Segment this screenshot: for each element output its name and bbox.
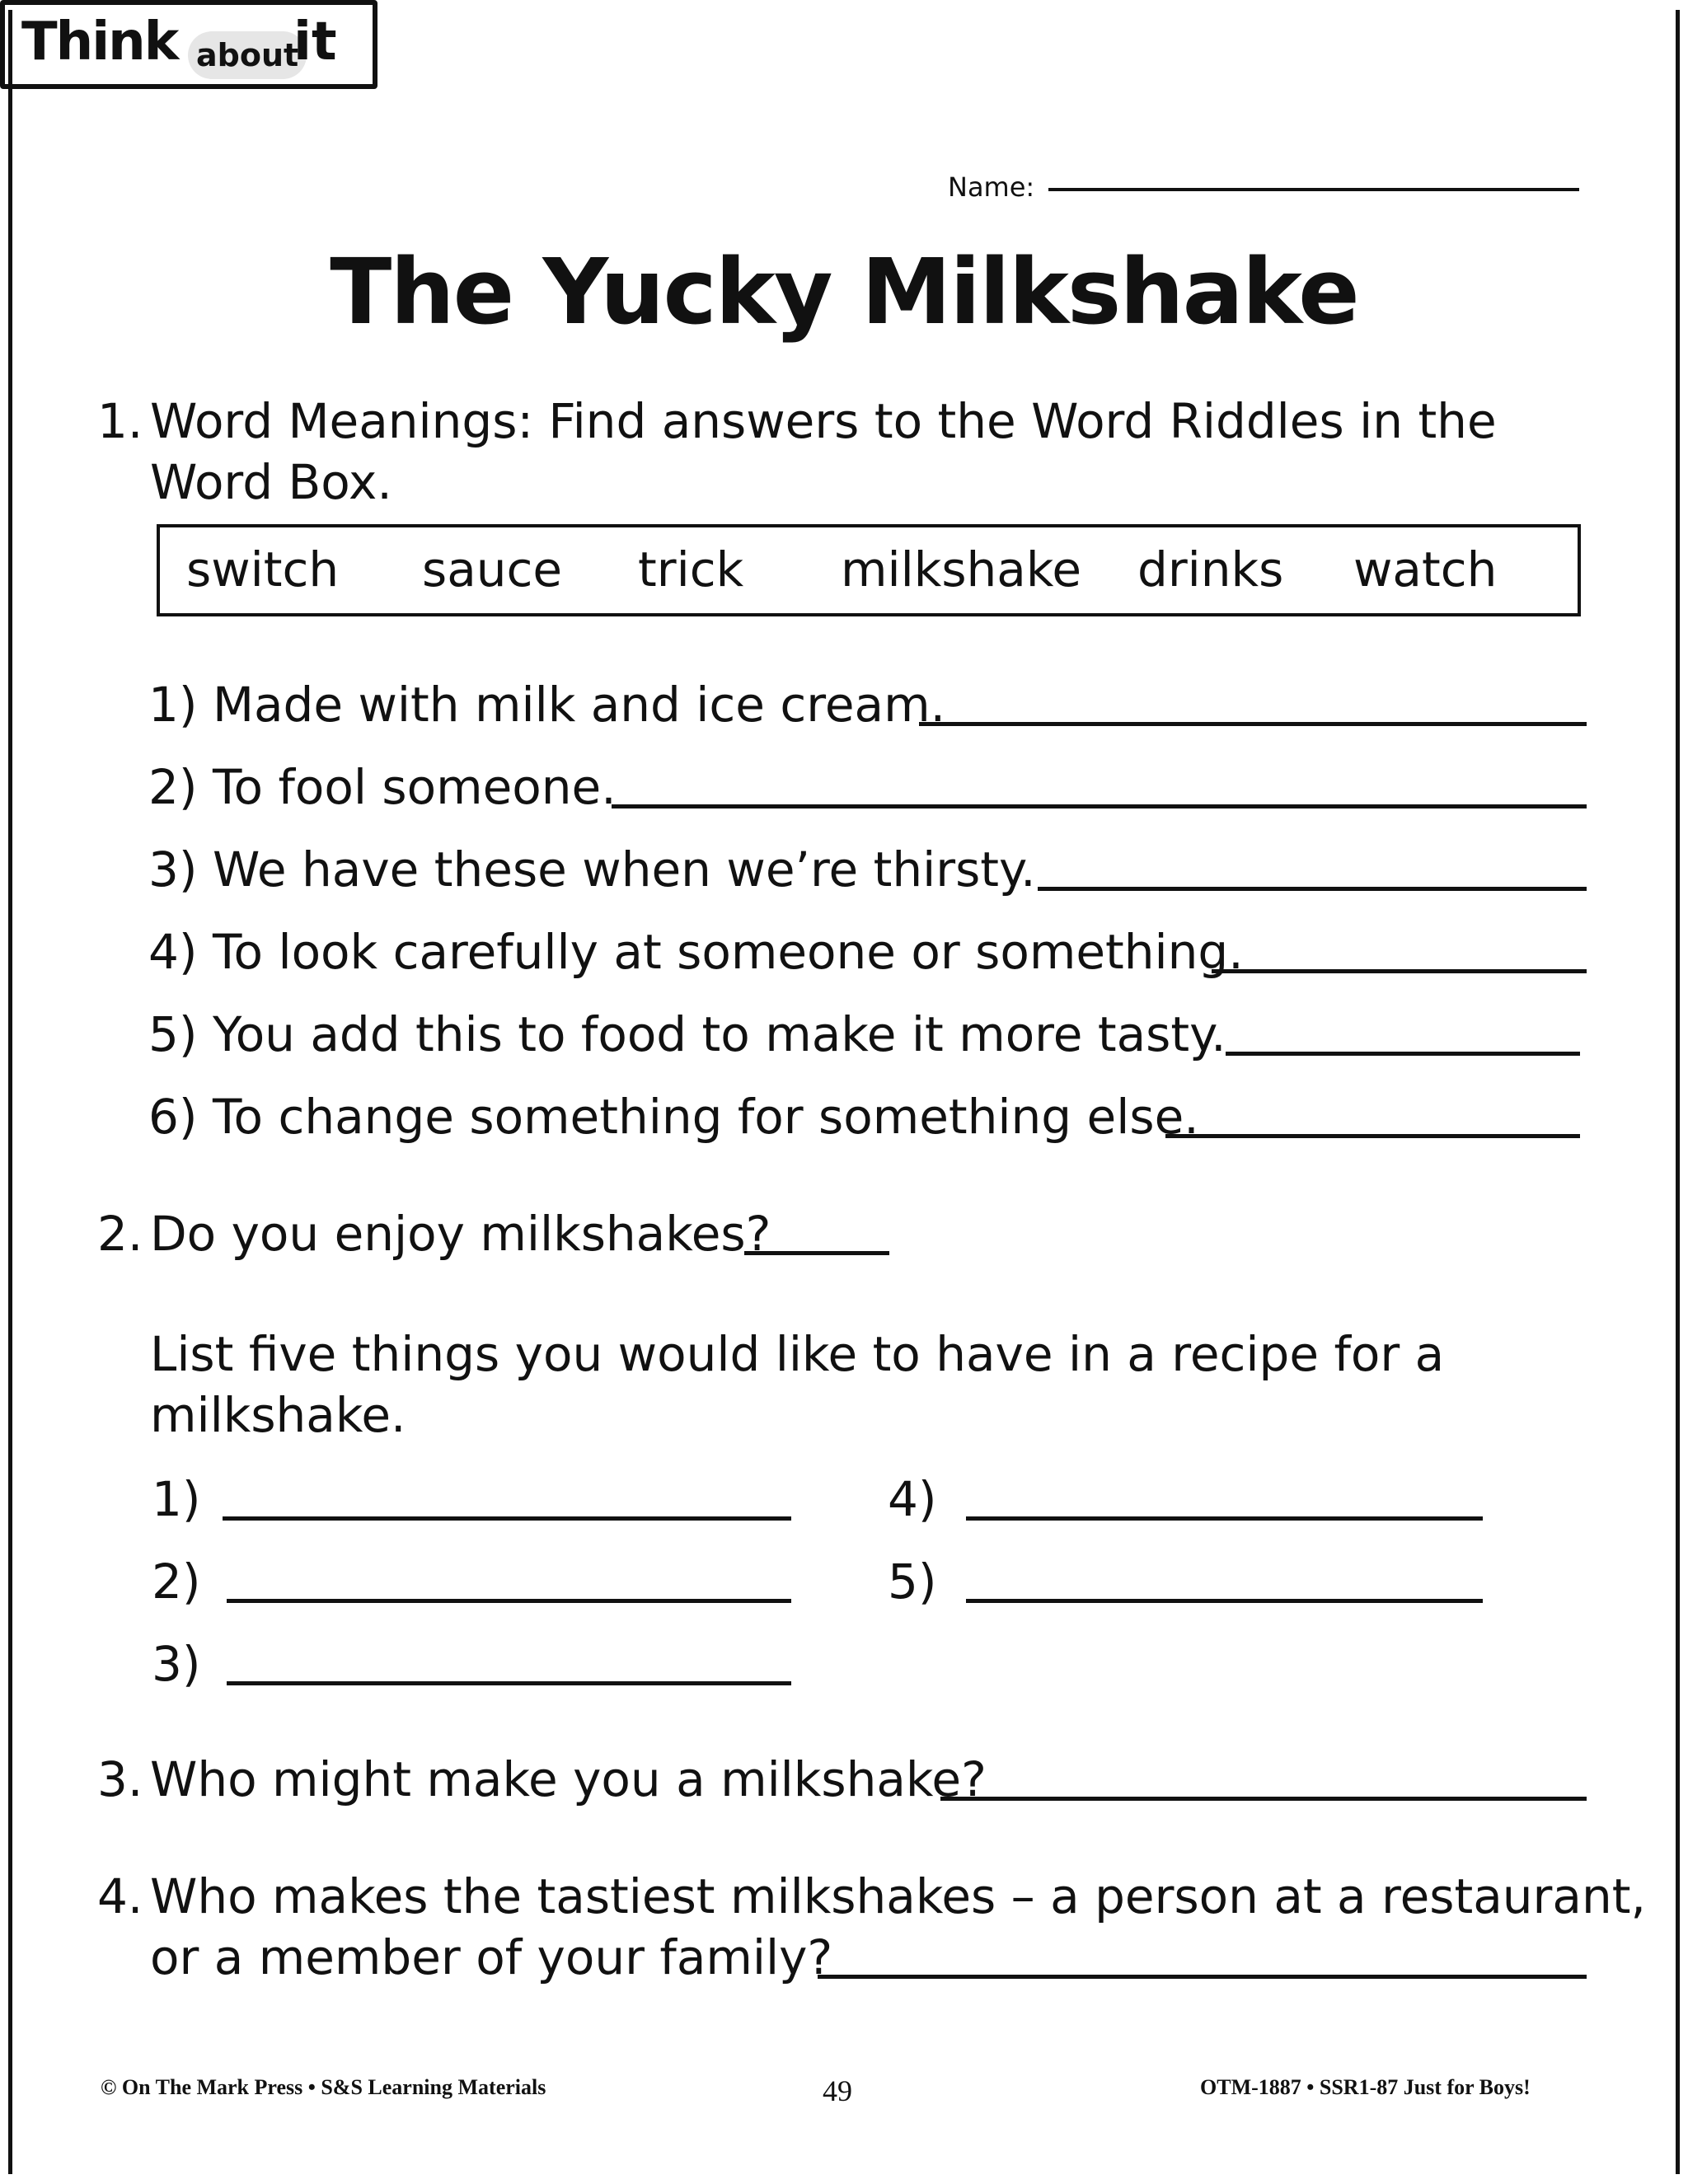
q4-answer-line[interactable] (818, 1975, 1587, 1979)
word-box-item: trick (638, 541, 744, 598)
word-box-item: milkshake (841, 541, 1082, 598)
q4-line2: or a member of your family? (150, 1929, 833, 1985)
riddle-4-answer-line[interactable] (1212, 969, 1587, 973)
q2-list-line1: List five things you would like to have in a recipe for a (150, 1326, 1445, 1382)
recipe-item-4-label: 4) (888, 1471, 937, 1527)
recipe-item-4-line[interactable] (966, 1516, 1483, 1521)
riddle-2: 2) To fool someone. (148, 759, 617, 815)
riddle-6-answer-line[interactable] (1165, 1134, 1580, 1138)
riddle-1-answer-line[interactable] (919, 722, 1587, 726)
riddle-4: 4) To look carefully at someone or something. (148, 924, 1244, 980)
name-field[interactable] (1048, 188, 1579, 191)
logo-think-text: Think (21, 12, 178, 73)
q1-prompt-line1: Word Meanings: Find answers to the Word Riddles in the (150, 393, 1497, 449)
q1-number: 1. (97, 393, 143, 449)
word-box (157, 524, 1581, 616)
q2-number: 2. (97, 1206, 143, 1262)
q4-number: 4. (97, 1868, 143, 1924)
recipe-item-5-line[interactable] (966, 1599, 1483, 1603)
logo-it-text: it (293, 12, 337, 73)
riddle-6: 6) To change something for something else. (148, 1089, 1199, 1145)
q2-question: Do you enjoy milkshakes? (150, 1206, 771, 1262)
footer-copyright: © On The Mark Press • S&S Learning Materials (101, 2075, 546, 2099)
name-label: Name: (948, 171, 1035, 203)
page-title: The Yucky Milkshake (330, 239, 1358, 344)
word-box-item: watch (1353, 541, 1498, 598)
footer-product-code: OTM-1887 • SSR1-87 Just for Boys! (1200, 2075, 1531, 2099)
recipe-item-2-label: 2) (152, 1554, 201, 1610)
think-about-it-logo (0, 0, 377, 89)
word-box-item: sauce (422, 541, 563, 598)
word-box-item: drinks (1137, 541, 1284, 598)
riddle-1: 1) Made with milk and ice cream. (148, 677, 946, 733)
q3-number: 3. (97, 1751, 143, 1807)
recipe-item-2-line[interactable] (227, 1599, 791, 1603)
q2-list-line2: milkshake. (150, 1387, 406, 1443)
recipe-item-3-label: 3) (152, 1636, 201, 1692)
recipe-item-3-line[interactable] (227, 1681, 791, 1685)
q3-question: Who might make you a milkshake? (150, 1751, 987, 1807)
riddle-3: 3) We have these when we’re thirsty. (148, 841, 1036, 898)
riddle-2-answer-line[interactable] (612, 804, 1587, 808)
riddle-3-answer-line[interactable] (1038, 887, 1587, 891)
recipe-item-1-line[interactable] (223, 1516, 791, 1521)
page-number: 49 (823, 2074, 852, 2107)
q1-prompt-line2: Word Box. (150, 454, 392, 510)
logo-about-text: about (188, 31, 307, 79)
word-box-item: switch (186, 541, 340, 598)
q4-line1: Who makes the tastiest milkshakes – a person at a restaurant, (150, 1868, 1646, 1924)
riddle-5-answer-line[interactable] (1226, 1052, 1580, 1056)
riddle-5: 5) You add this to food to make it more tasty. (148, 1006, 1226, 1062)
recipe-item-1-label: 1) (152, 1471, 201, 1527)
q2-answer-line[interactable] (744, 1251, 889, 1255)
q3-answer-line[interactable] (940, 1797, 1587, 1801)
recipe-item-5-label: 5) (888, 1554, 937, 1610)
